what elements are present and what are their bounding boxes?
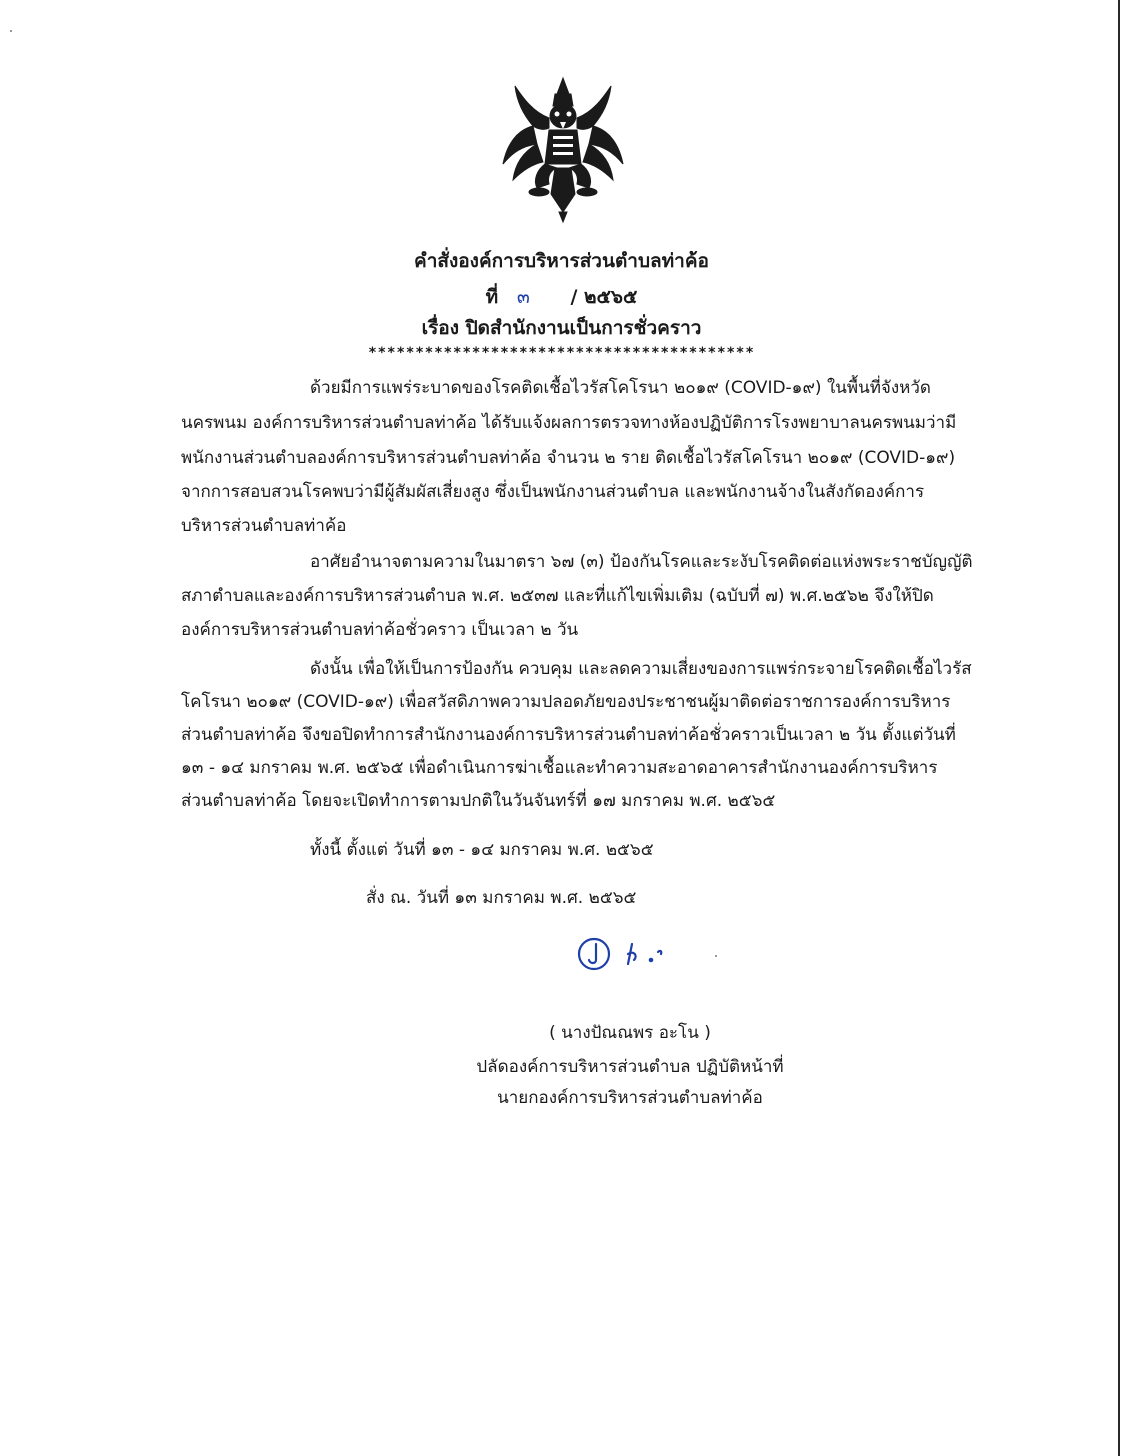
body-line: นครพนม องค์การบริหารส่วนตำบลท่าค้อ ได้รับแจ้งผลการตรวจทางห้องปฏิบัติการโรงพยาบาลนครพนมว่ามี <box>181 413 957 433</box>
body-line: โคโรนา ๒๐๑๙ (COVID-๑๙) เพื่อสวัสดิภาพความปลอดภัยของประชาชนผู้มาติดต่อราชการองค์การบริหาร <box>181 692 951 712</box>
body-line: ด้วยมีการแพร่ระบาดของโรคติดเชื้อไวรัสโคโรนา ๒๐๑๙ (COVID-๑๙) ในพื้นที่จังหวัด <box>310 378 931 398</box>
handwritten-signature-icon <box>572 930 682 976</box>
separator-stars: ***************************************** <box>368 345 755 361</box>
document-title: คำสั่งองค์การบริหารส่วนตำบลท่าค้อ <box>414 250 709 272</box>
body-line: จากการสอบสวนโรคพบว่ามีผู้สัมผัสเสี่ยงสูง ซึ่งเป็นพนักงานส่วนตำบล และพนักงานจ้างในสังกัดองค์การ <box>181 482 925 502</box>
body-line: องค์การบริหารส่วนตำบลท่าค้อชั่วคราว เป็นเวลา ๒ วัน <box>181 620 579 640</box>
body-line: ๑๓ - ๑๔ มกราคม พ.ศ. ๒๕๖๕ เพื่อดำเนินการฆ่าเชื้อและทำความสะอาดอาคารสำนักงานองค์การบริหาร <box>181 758 938 778</box>
body-line: บริหารส่วนตำบลท่าค้อ <box>181 516 347 536</box>
body-line: สภาตำบลและองค์การบริหารส่วนตำบล พ.ศ. ๒๕๓๗ และที่แก้ไขเพิ่มเติม (ฉบับที่ ๗) พ.ศ.๒๕๖๒ จึงให้ปิด <box>181 586 934 606</box>
body-line: ดังนั้น เพื่อให้เป็นการป้องกัน ควบคุม และลดความเสี่ยงของการแพร่กระจายโรคติดเชื้อไวรัส <box>310 659 972 679</box>
garuda-emblem-icon <box>493 72 633 224</box>
order-number-prefix: ที่ <box>485 286 499 308</box>
body-line: อาศัยอำนาจตามความในมาตรา ๖๗ (๓) ป้องกันโรคและระงับโรคติดต่อแห่งพระราชบัญญัติ <box>310 552 973 572</box>
signatory-name: ( นางปัณณพร อะโน ) <box>549 1023 711 1043</box>
body-line: ส่วนตำบลท่าค้อ โดยจะเปิดทำการตามปกติในวันจันทร์ที่ ๑๗ มกราคม พ.ศ. ๒๕๖๕ <box>181 791 776 811</box>
scan-edge-line <box>1118 0 1120 1456</box>
document-subject: เรื่อง ปิดสำนักงานเป็นการชั่วคราว <box>421 317 702 339</box>
signatory-position: นายกองค์การบริหารส่วนตำบลท่าค้อ <box>497 1088 763 1108</box>
order-date: สั่ง ณ. วันที่ ๑๓ มกราคม พ.ศ. ๒๕๖๕ <box>366 888 637 908</box>
scan-speck <box>10 30 12 32</box>
body-line: พนักงานส่วนตำบลองค์การบริหารส่วนตำบลท่าค้อ จำนวน ๒ ราย ติดเชื้อไวรัสโคโรนา ๒๐๑๙ (COVID-๑๙) <box>181 448 956 468</box>
signatory-position: ปลัดองค์การบริหารส่วนตำบล ปฏิบัติหน้าที่ <box>476 1057 784 1077</box>
effective-date: ทั้งนี้ ตั้งแต่ วันที่ ๑๓ - ๑๔ มกราคม พ.ศ. ๒๕๖๕ <box>310 840 654 860</box>
body-line: ส่วนตำบลท่าค้อ จึงขอปิดทำการสำนักงานองค์การบริหารส่วนตำบลท่าค้อชั่วคราวเป็นเวลา ๒ วัน ตั้งแต่วันที่ <box>181 725 956 745</box>
order-number <box>0 282 1123 312</box>
order-number-suffix: / ๒๕๖๕ <box>570 286 638 308</box>
order-number-handwritten: ๓ <box>516 286 530 308</box>
scan-speck <box>715 955 717 957</box>
